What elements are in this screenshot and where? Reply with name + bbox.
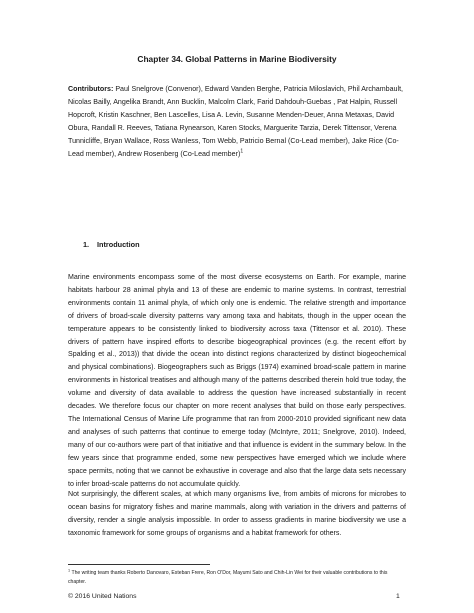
page-number: 1 xyxy=(396,593,400,600)
section-title: Introduction xyxy=(97,240,140,249)
footnote-text: The writing team thanks Roberto Danovaro, Esteban Frere, Ron O'Dor, Mayumi Sato and Chih-Lin Wei for their valuable contributions to this chapter. xyxy=(68,570,388,585)
chapter-title: Chapter 34. Global Patterns in Marine Biodiversity xyxy=(137,54,337,64)
footnote-divider xyxy=(68,564,210,565)
section-number: 1. xyxy=(83,240,90,249)
footnote xyxy=(68,569,406,586)
footnote-mark: 1 xyxy=(68,568,71,573)
contributors-footnote-mark: 1 xyxy=(240,148,244,155)
paragraph-2: Not surprisingly, the different scales, at which many organisms live, from ambits of microns for microbes to ocean basins for migratory fishes and marine mammals, along with variation in the drivers and patterns of diversity, render a single analysis impossible. In order to assess gradients in marine biodiversity we use a taxonomic framework for some groups of organisms and a habitat framework for others. xyxy=(68,491,406,537)
paragraph-1: Marine environments encompass some of the most diverse ecosystems on Earth. For example, marine habitats harbour 28 animal phyla and 13 of these are endemic to marine systems. In contrast, terrestrial environments contain 11 animal phyla, of which only one is endemic. The relative strength and importance of drivers of broad-scale diversity patterns vary among taxa and habitats, though in the upper ocean the temperature appears to be consistently linked to biodiversity across taxa (Tittensor et al. 2010). These drivers of pattern have inspired efforts to describe biogeographical provinces (e.g. the recent effort by Spalding et al., 2013)) that divide the ocean into distinct regions characterized by distinct biogeochemical and physical combinations). Biogeographers such as Briggs (1974) examined broad-scale pattern in marine environments in historical treatises and although many of the patterns described therein hold true today, the volume and diversity of data available to address the question have increased substantially in recent decades. We therefore focus our chapter on more recent analyses that build on those early perspectives. The International Census of Marine Life programme that ran from 2000-2010 provided significant new data and analyses of such patterns that continue to emerge today (McIntyre, 2011; Snelgrove, 2010). Indeed, many of our co-authors were part of that initiative and that influence is evident in the summary below. In the few years since that programme ended, some new perspectives have emerged which we include where space permits, noting that we cannot be exhaustive in coverage and also that the large data sets necessary to infer broad-scale patterns do not accumulate quickly. xyxy=(68,274,406,488)
contributors-list: Paul Snelgrove (Convenor), Edward Vanden Berghe, Patricia Miloslavich, Phil Archambault, Nicolas Bailly, Angelika Brandt, Ann Bucklin, Malcolm Clark, Farid Dahdouh-Guebas , Pat Halpin, Russell Hopcroft, Kristin Kaschner, Ben Lascelles, Lisa A. Levin, Susanne Menden-Deuer, Anna Metaxas, David Obura, Randall R. Reeves, Tatiana Rynearson, Karen Stocks, Marguerite Tarzia, Derek Tittensor, Verena Tunnicliffe, Bryan Wallace, Ross Wanless, Tom Webb, Patricio Bernal (Co-Lead member), Jake Rice (Co-Lead member), Andrew Rosenberg (Co-Lead member) xyxy=(68,85,404,158)
section-heading xyxy=(68,240,140,249)
copyright-footer: © 2016 United Nations xyxy=(68,593,137,600)
contributors-label: Contributors: xyxy=(68,85,114,93)
contributors-block xyxy=(68,83,406,160)
